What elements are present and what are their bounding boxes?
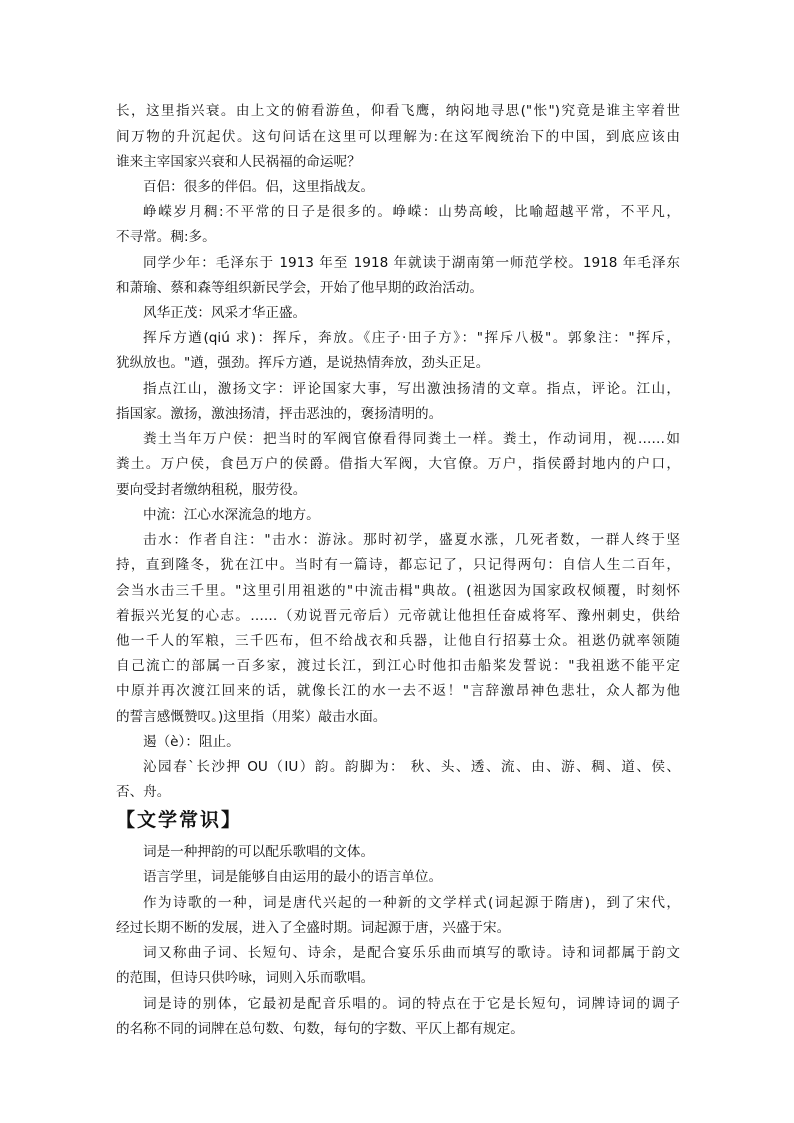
- text-line: 着振兴光复的心志。……（劝说晋元帝后）元帝就让他担任奋威将军、豫州刺史，供给: [116, 608, 680, 624]
- text-line: 自己流亡的部属一百多家，渡过长江，到江心时他扣击船桨发誓说："我祖逖不能平定: [116, 658, 680, 674]
- text-line: 否、舟。: [116, 784, 171, 800]
- text-line: 百侣：很多的伴侣。侣，这里指战友。: [143, 179, 375, 195]
- text-line: 他一千人的军粮，三千匹布，但不给战衣和兵器，让他自行招募士众。祖逖仍就率领随: [116, 633, 680, 649]
- text-line: 和萧瑜、蔡和森等组织新民学会，开始了他早期的政治活动。: [116, 280, 484, 296]
- text-line: 击水：作者自注："击水：游泳。那时初学，盛夏水涨，几死者数，一群人终于坚: [143, 532, 680, 548]
- text-line: 的誓言感慨赞叹。)这里指（用桨）敲击水面。: [116, 709, 387, 725]
- text-line: 指国家。激扬，激浊扬清，抨击恶浊的，褒扬清明的。: [116, 406, 443, 422]
- text-line: 的名称不同的词牌在总句数、句数，每句的字数、平仄上都有规定。: [116, 1021, 524, 1037]
- text-line: 经过长期不断的发展，进入了全盛时期。词起源于唐，兴盛于宋。: [116, 920, 511, 936]
- text-line: 遏（è）：阻止。: [143, 734, 240, 750]
- text-line: 犹纵放也。"遒，强劲。挥斥方遒，是说热情奔放，劲头正足。: [116, 355, 490, 371]
- section-heading: 【文学常识】: [116, 809, 243, 831]
- text-line: 作为诗歌的一种，词是唐代兴起的一种新的文学样式(词起源于隋唐)，到了宋代，: [143, 895, 680, 911]
- text-line: 要向受封者缴纳租税，服劳役。: [116, 482, 307, 498]
- text-line: 峥嵘岁月稠:不平常的日子是很多的。峥嵘：山势高峻，比喻超越平常，不平凡，: [143, 204, 680, 220]
- text-line: 长，这里指兴衰。由上文的俯看游鱼，仰看飞鹰，纳闷地寻思("怅")究竟是谁主宰着世: [116, 103, 680, 119]
- text-line: 风华正茂：风采才华正盛。: [143, 305, 307, 321]
- text-line: 词是一种押韵的可以配乐歌唱的文体。: [143, 844, 375, 860]
- text-line: 同学少年：毛泽东于 1913 年至 1918 年就读于湖南第一师范学校。1918 年毛泽东: [143, 255, 680, 271]
- text-line: 持，直到隆冬，犹在江中。当时有一篇诗，都忘记了，只记得两句：自信人生二百年，: [116, 557, 680, 573]
- text-line: 词是诗的别体，它最初是配音乐唱的。词的特点在于它是长短句，词牌诗词的调子: [143, 996, 680, 1012]
- text-line: 挥斥方遒(qiú 求)：挥斥，奔放。《庄子·田子方》："挥斥八极"。郭象注："挥斥，: [143, 330, 680, 346]
- text-line: 的范围，但诗只供吟咏，词则入乐而歌唱。: [116, 970, 375, 986]
- text-line: 会当水击三千里。"这里引用祖逖的"中流击楫"典故。(祖逖因为国家政权倾覆，时刻怀: [116, 583, 680, 599]
- text-line: 中流：江心水深流急的地方。: [143, 507, 320, 523]
- text-line: 沁园春`长沙押 OU（IU）韵。韵脚为： 秋、头、透、流、由、游、稠、道、侯、: [143, 759, 680, 775]
- text-line: 中原并再次渡江回来的话，就像长江的水一去不返！"言辞激昂神色悲壮，众人都为他: [116, 683, 680, 699]
- text-line: 谁来主宰国家兴衰和人民祸福的命运呢？: [116, 154, 361, 170]
- text-line: 粪土当年万户侯：把当时的军阀官僚看得同粪土一样。粪土，作动词用，视……如: [143, 431, 680, 447]
- text-line: 粪土。万户侯，食邑万户的侯爵。借指大军阀，大官僚。万户，指侯爵封地内的户口，: [116, 456, 680, 472]
- text-line: 不寻常。稠:多。: [116, 229, 216, 245]
- text-line: 指点江山，激扬文字：评论国家大事，写出激浊扬清的文章。指点，评论。江山，: [143, 381, 680, 397]
- text-line: 语言学里，词是能够自由运用的最小的语言单位。: [143, 869, 443, 885]
- text-line: 间万物的升沉起伏。这句问话在这里可以理解为:在这军阀统治下的中国，到底应该由: [116, 129, 680, 145]
- text-line: 词又称曲子词、长短句、诗余，是配合宴乐乐曲而填写的歌诗。诗和词都属于韵文: [143, 945, 680, 961]
